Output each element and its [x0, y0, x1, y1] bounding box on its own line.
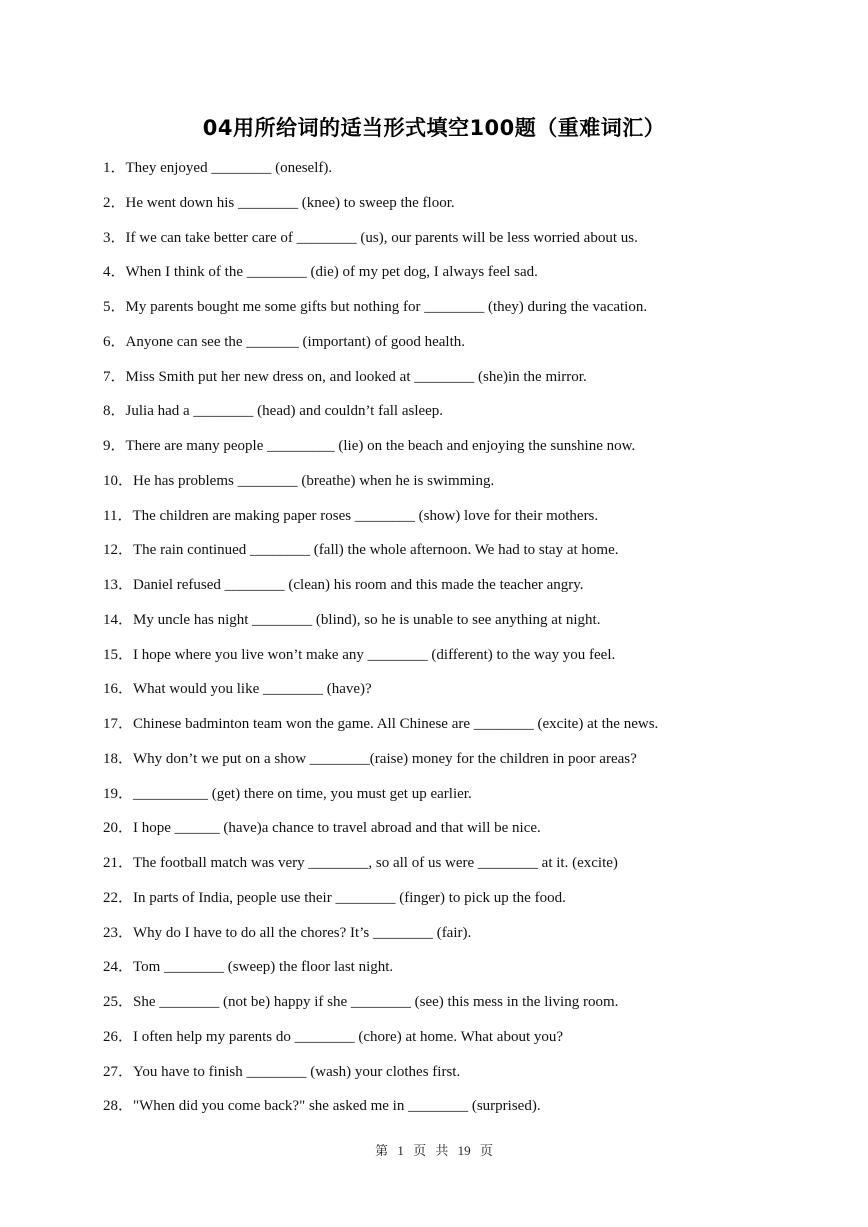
- question-text: I hope ______ (have)a chance to travel abroad and that will be nice.: [133, 820, 541, 837]
- question-text: Anyone can see the _______ (important) of good health.: [125, 333, 466, 350]
- question-number: 8．: [103, 403, 126, 420]
- question-text: He has problems ________ (breathe) when he is swimming.: [133, 472, 495, 489]
- question-number: 27．: [103, 1063, 134, 1080]
- question-text: The children are making paper roses ________ (show) love for their mothers.: [132, 507, 599, 524]
- question-item: [103, 853, 658, 888]
- question-item: [103, 1062, 658, 1097]
- question-number: 7．: [103, 368, 126, 385]
- question-text: __________ (get) there on time, you must get up earlier.: [133, 785, 472, 802]
- question-number: 24．: [103, 959, 134, 976]
- question-text: Tom ________ (sweep) the floor last night.: [133, 959, 394, 976]
- question-item: [103, 436, 658, 471]
- question-number: 6．: [103, 333, 126, 350]
- question-item: [103, 506, 658, 541]
- question-number: 11．: [103, 507, 133, 524]
- question-number: 17．: [103, 716, 134, 732]
- question-item: [103, 401, 658, 436]
- footer-current-page: 1: [397, 1143, 404, 1158]
- question-text: In parts of India, people use their ________ (finger) to pick up the food.: [133, 889, 566, 906]
- question-text: There are many people _________ (lie) on the beach and enjoying the sunshine now.: [125, 438, 636, 454]
- footer-total-pages: 19: [457, 1143, 471, 1158]
- question-text: I hope where you live won’t make any ________ (different) to the way you feel.: [133, 646, 616, 663]
- question-list: [103, 158, 658, 1131]
- question-number: 15．: [103, 646, 134, 663]
- question-number: 4．: [103, 264, 126, 281]
- question-item: [103, 714, 658, 749]
- question-item: [103, 158, 658, 193]
- question-number: 2．: [103, 194, 126, 211]
- question-item: [103, 228, 658, 263]
- question-text: Julia had a ________ (head) and couldn’t fall asleep.: [125, 403, 444, 420]
- question-text: Why do I have to do all the chores? It’s ________ (fair).: [133, 924, 472, 941]
- question-number: 9．: [103, 438, 126, 454]
- question-number: 1．: [103, 160, 126, 176]
- question-number: 21．: [103, 855, 134, 871]
- question-number: 3．: [103, 229, 126, 246]
- question-number: 10．: [103, 472, 134, 489]
- question-text: Miss Smith put her new dress on, and looked at ________ (she)in the mirror.: [125, 368, 587, 385]
- question-item: [103, 1027, 658, 1062]
- question-number: 5．: [103, 299, 126, 315]
- question-number: 19．: [103, 785, 134, 802]
- question-item: [103, 749, 658, 784]
- question-number: 18．: [103, 750, 134, 767]
- question-item: [103, 923, 658, 958]
- question-text: They enjoyed ________ (oneself).: [125, 160, 333, 176]
- question-number: 13．: [103, 577, 134, 593]
- question-item: [103, 679, 658, 714]
- question-item: [103, 957, 658, 992]
- question-item: [103, 367, 658, 402]
- question-text: When I think of the ________ (die) of my pet dog, I always feel sad.: [125, 264, 538, 281]
- question-text: My uncle has night ________ (blind), so he is unable to see anything at night.: [133, 611, 601, 628]
- question-item: [103, 610, 658, 645]
- question-item: [103, 193, 658, 228]
- question-text: Why don’t we put on a show ________(raise) money for the children in poor areas?: [133, 750, 637, 767]
- question-text: What would you like ________ (have)?: [133, 681, 372, 698]
- page-title: 04用所给词的适当形式填空100题（重难词汇）: [202, 116, 666, 140]
- question-item: [103, 471, 658, 506]
- question-item: [103, 992, 658, 1027]
- question-item: [103, 818, 658, 853]
- footer-prefix: 第: [375, 1143, 389, 1158]
- question-text: My parents bought me some gifts but nothing for ________ (they) during the vacation.: [125, 299, 648, 315]
- question-text: I often help my parents do ________ (chore) at home. What about you?: [133, 1028, 564, 1045]
- question-text: She ________ (not be) happy if she ________ (see) this mess in the living room.: [133, 994, 619, 1010]
- question-number: 28．: [103, 1098, 134, 1115]
- question-text: Chinese badminton team won the game. All Chinese are ________ (excite) at the news.: [133, 716, 659, 732]
- question-item: [103, 297, 658, 332]
- question-item: [103, 645, 658, 680]
- question-item: [103, 540, 658, 575]
- question-text: If we can take better care of ________ (us), our parents will be less worried about us.: [125, 229, 638, 246]
- footer-total-label: 页: [479, 1143, 493, 1158]
- question-number: 22．: [103, 889, 134, 906]
- question-text: The rain continued ________ (fall) the whole afternoon. We had to stay at home.: [133, 542, 619, 559]
- question-number: 14．: [103, 611, 134, 628]
- question-text: The football match was very ________, so all of us were ________ at it. (excite): [133, 855, 618, 871]
- question-item: [103, 784, 658, 819]
- question-text: Daniel refused ________ (clean) his room and this made the teacher angry.: [133, 577, 584, 593]
- question-item: [103, 575, 658, 610]
- question-number: 25．: [103, 994, 134, 1010]
- question-number: 26．: [103, 1028, 134, 1045]
- page-footer: [0, 1140, 868, 1159]
- question-text: "When did you come back?" she asked me in ________ (surprised).: [133, 1098, 541, 1115]
- question-number: 16．: [103, 681, 134, 698]
- question-item: [103, 262, 658, 297]
- question-item: [103, 888, 658, 923]
- footer-page-label: 页: [413, 1143, 427, 1158]
- question-item: [103, 332, 658, 367]
- question-number: 12．: [103, 542, 134, 559]
- question-number: 23．: [103, 924, 134, 941]
- footer-total-prefix: 共: [435, 1143, 449, 1158]
- question-text: You have to finish ________ (wash) your clothes first.: [133, 1063, 461, 1080]
- question-item: [103, 1096, 658, 1131]
- question-text: He went down his ________ (knee) to sweep the floor.: [125, 194, 455, 211]
- question-number: 20．: [103, 820, 134, 837]
